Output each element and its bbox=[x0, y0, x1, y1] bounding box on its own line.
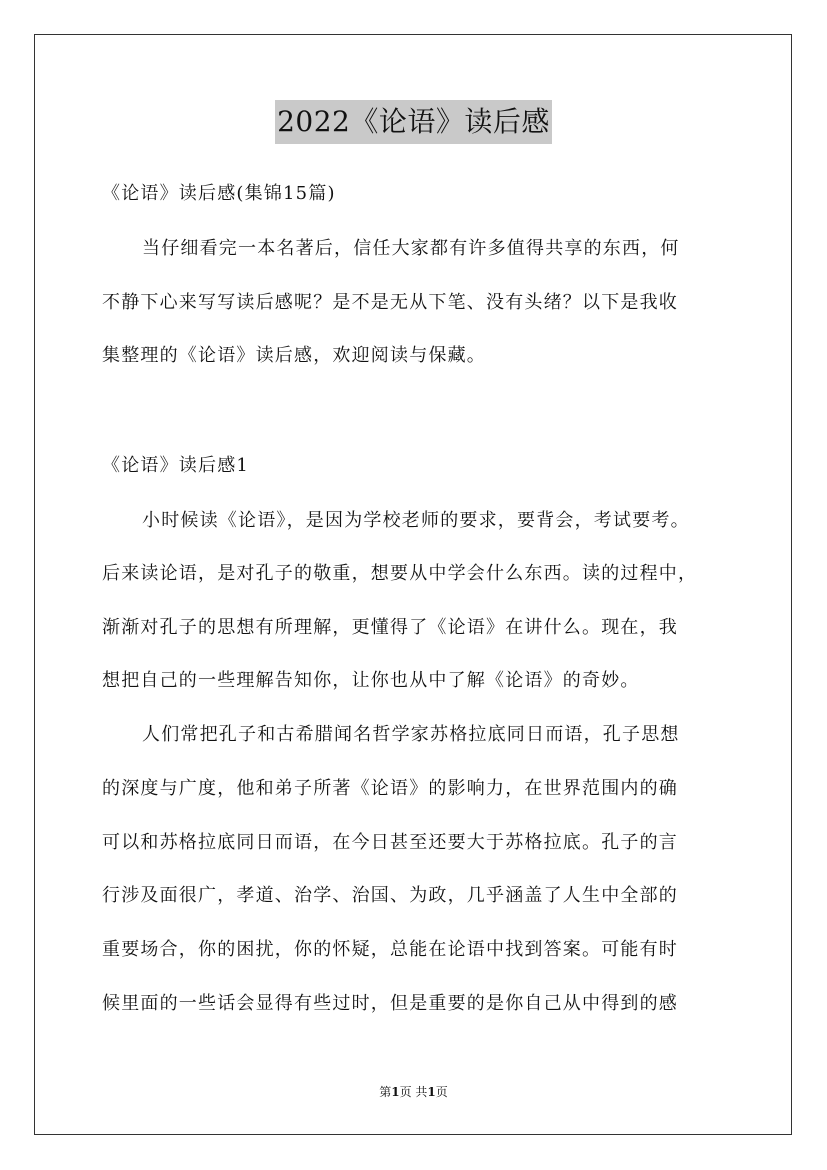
page-current-number: 1 bbox=[391, 1085, 400, 1099]
paragraph-line: 行涉及面很广，孝道、治学、治国、为政，几乎涵盖了人生中全部的 bbox=[102, 885, 678, 906]
page-middle: 页 共 bbox=[399, 1085, 428, 1099]
paragraph-line: 候里面的一些话会显得有些过时，但是重要的是你自己从中得到的感 bbox=[102, 993, 678, 1014]
document-title bbox=[0, 100, 827, 144]
paragraph-line: 的深度与广度，他和弟子所著《论语》的影响力，在世界范围内的确 bbox=[102, 778, 678, 799]
paragraph-line: 重要场合，你的困扰，你的怀疑，总能在论语中找到答案。可能有时 bbox=[102, 939, 678, 960]
paragraph-line: 小时候读《论语》，是因为学校老师的要求，要背会，考试要考。 bbox=[142, 510, 690, 531]
page-prefix: 第 bbox=[379, 1085, 392, 1099]
page-footer bbox=[0, 1083, 827, 1101]
paragraph-line: 可以和苏格拉底同日而语，在今日甚至还要大于苏格拉底。孔子的言 bbox=[102, 832, 678, 853]
paragraph-line: 后来读论语，是对孔子的敬重，想要从中学会什么东西。读的过程中， bbox=[102, 563, 698, 584]
paragraph-line: 想把自己的一些理解告知你，让你也从中了解《论语》的奇妙。 bbox=[102, 670, 640, 691]
paragraph-line: 渐渐对孔子的思想有所理解，更懂得了《论语》在讲什么。现在，我 bbox=[102, 617, 678, 638]
intro-line: 不静下心来写写读后感呢？是不是无从下笔、没有头绪？以下是我收 bbox=[102, 292, 678, 313]
document-title-text: 2022《论语》读后感 bbox=[275, 100, 552, 144]
paragraph-line: 人们常把孔子和古希腊闻名哲学家苏格拉底同日而语，孔子思想 bbox=[142, 724, 680, 745]
document-subtitle: 《论语》读后感(集锦15篇) bbox=[102, 183, 336, 204]
intro-line: 集整理的《论语》读后感，欢迎阅读与保藏。 bbox=[102, 345, 486, 366]
section-heading: 《论语》读后感1 bbox=[102, 455, 250, 476]
intro-line: 当仔细看完一本名著后，信任大家都有许多值得共享的东西，何 bbox=[142, 238, 680, 259]
page-suffix: 页 bbox=[435, 1085, 448, 1099]
page-total-number: 1 bbox=[427, 1085, 436, 1099]
